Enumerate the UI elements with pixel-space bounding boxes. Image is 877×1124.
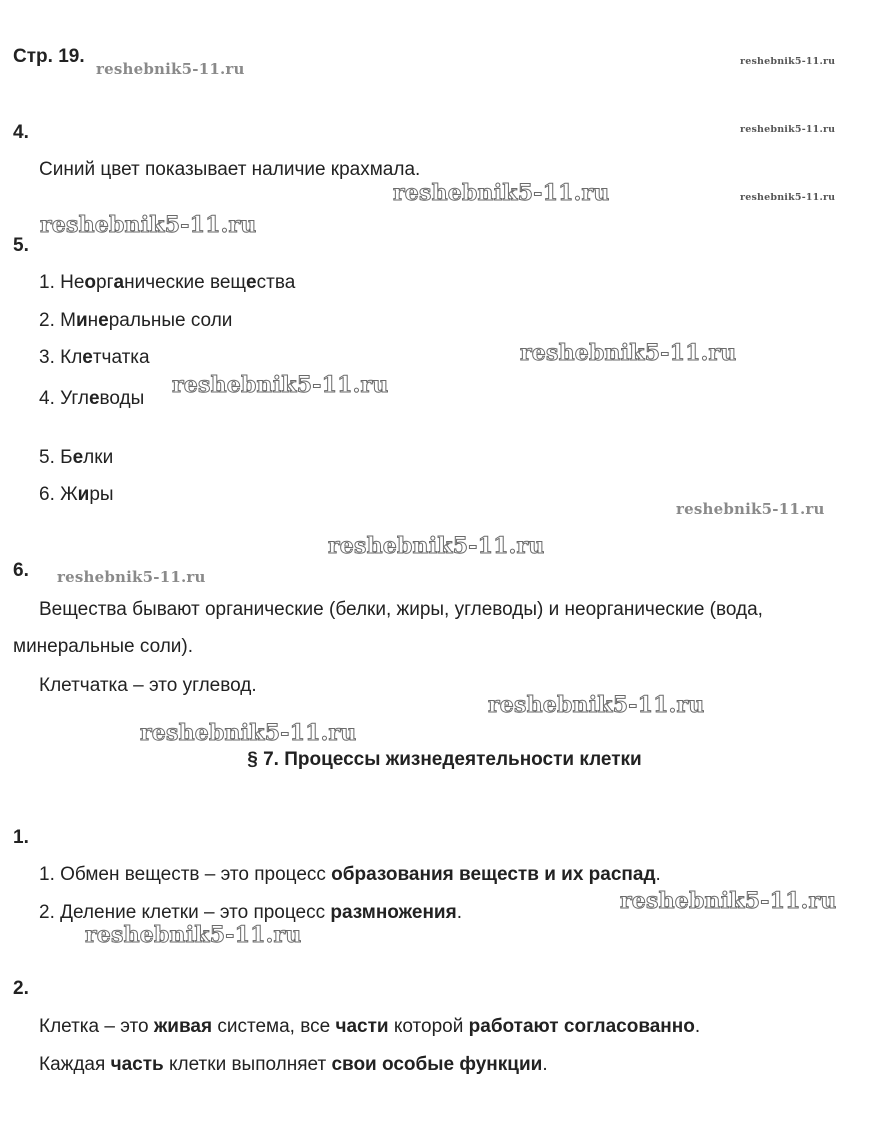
- question-number: 5.: [13, 235, 29, 256]
- watermark: reshebnik5-11.ru: [740, 124, 836, 135]
- text-segment: н: [87, 310, 99, 331]
- stressed-letter: о: [84, 272, 97, 293]
- text-segment: Каждая: [39, 1054, 111, 1075]
- text-segment: которой: [388, 1016, 469, 1037]
- question-number: 1.: [13, 827, 29, 848]
- watermark: reshebnik5-11.ru: [393, 180, 610, 206]
- text-segment: клетки выполняет: [163, 1054, 332, 1075]
- text-segment: .: [655, 864, 661, 885]
- answer-text: Вещества бывают органические (белки, жиры, углеводы) и неорганические (вода,: [39, 599, 763, 620]
- key-term: образования веществ и их распад: [331, 864, 656, 885]
- list-item: [39, 863, 661, 887]
- watermark: reshebnik5-11.ru: [40, 212, 257, 238]
- key-term: работают согласованно: [468, 1016, 695, 1037]
- answer-text: Синий цвет показывает наличие крахмала.: [39, 159, 421, 180]
- text-segment: воды: [99, 388, 145, 409]
- question-number: 6.: [13, 560, 29, 581]
- watermark: reshebnik5-11.ru: [57, 568, 206, 586]
- text-segment: система, все: [212, 1016, 336, 1037]
- list-item: [39, 901, 462, 925]
- text-segment: 6. Ж: [39, 484, 78, 505]
- watermark: reshebnik5-11.ru: [520, 340, 737, 366]
- watermark: reshebnik5-11.ru: [96, 60, 245, 78]
- list-item: [39, 483, 114, 507]
- key-term: части: [335, 1016, 389, 1037]
- text-segment: .: [456, 902, 462, 923]
- list-item: [39, 271, 295, 295]
- text-segment: 2. М: [39, 310, 76, 331]
- key-term: часть: [110, 1054, 164, 1075]
- list-item: [39, 346, 150, 370]
- text-segment: 3. Кл: [39, 347, 83, 368]
- answer-text: Клетчатка – это углевод.: [39, 675, 257, 696]
- text-segment: нические вещ: [124, 272, 247, 293]
- text-segment: 1. Не: [39, 272, 85, 293]
- text-segment: 2. Деление клетки – это процесс: [39, 902, 331, 923]
- watermark: reshebnik5-11.ru: [676, 500, 825, 518]
- text-segment: ства: [256, 272, 296, 293]
- text-segment: 4. Угл: [39, 388, 89, 409]
- question-number: 4.: [13, 122, 29, 143]
- list-item: [39, 446, 113, 470]
- stressed-letter: и: [75, 310, 88, 331]
- section-title: § 7. Процессы жизнедеятельности клетки: [247, 749, 642, 770]
- page-header: Стр. 19.: [13, 46, 85, 67]
- stressed-letter: е: [82, 347, 93, 368]
- watermark: reshebnik5-11.ru: [328, 533, 545, 559]
- key-term: размножения: [330, 902, 457, 923]
- text-segment: рг: [96, 272, 114, 293]
- key-term: свои особые функции: [331, 1054, 543, 1075]
- watermark: reshebnik5-11.ru: [488, 692, 705, 718]
- question-number: 2.: [13, 978, 29, 999]
- text-segment: 5. Б: [39, 447, 73, 468]
- text-segment: 1. Обмен веществ – это процесс: [39, 864, 332, 885]
- stressed-letter: а: [113, 272, 125, 293]
- list-item: [39, 387, 144, 411]
- answer-text: [39, 1053, 548, 1077]
- watermark: reshebnik5-11.ru: [85, 922, 302, 948]
- answer-text: минеральные соли).: [13, 636, 194, 657]
- watermark: reshebnik5-11.ru: [620, 888, 837, 914]
- text-segment: .: [694, 1016, 701, 1037]
- stressed-letter: е: [246, 272, 257, 293]
- watermark: reshebnik5-11.ru: [172, 372, 389, 398]
- key-term: живая: [153, 1016, 213, 1037]
- text-segment: .: [542, 1054, 548, 1075]
- text-segment: ральные соли: [108, 310, 233, 331]
- list-item: [39, 309, 232, 333]
- text-segment: Клетка – это: [39, 1016, 154, 1037]
- stressed-letter: е: [72, 447, 84, 468]
- text-segment: ры: [89, 484, 114, 505]
- text-segment: тчатка: [92, 347, 150, 368]
- watermark: reshebnik5-11.ru: [740, 56, 836, 67]
- stressed-letter: и: [77, 484, 90, 505]
- watermark: reshebnik5-11.ru: [140, 720, 357, 746]
- text-segment: лки: [83, 447, 114, 468]
- watermark: reshebnik5-11.ru: [740, 192, 836, 203]
- stressed-letter: е: [88, 388, 100, 409]
- stressed-letter: е: [98, 310, 109, 331]
- answer-text: [39, 1015, 700, 1039]
